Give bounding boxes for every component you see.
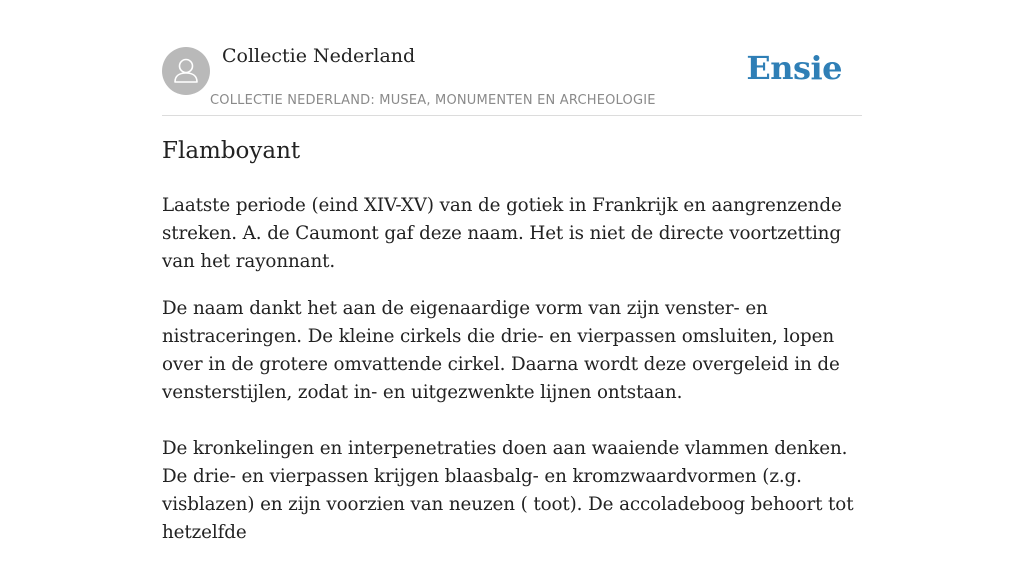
avatar[interactable]	[162, 47, 210, 95]
article-body	[162, 192, 862, 566]
page-title: Flamboyant	[162, 138, 301, 164]
paragraph: Laatste periode (eind XIV-XV) van de gotiek in Frankrijk en aangrenzende streken. A. de Caumont gaf deze naam. Het is niet de directe voortzetting van het rayonnant.	[162, 195, 842, 272]
author-name[interactable]: Collectie Nederland	[222, 45, 416, 67]
user-silhouette-icon	[162, 47, 210, 95]
ensie-logo[interactable]: Ensie	[746, 49, 842, 87]
paragraph: De kronkelingen en interpenetraties doen aan waaiende vlammen denken. De drie- en vierpassen krijgen blaasbalg- en kromzwaardvormen (z.g. visblazen) en zijn voorzien van neuzen ( toot). De accoladeboog behoort tot hetzelfde	[162, 438, 854, 543]
paragraph: De naam dankt het aan de eigenaardige vorm van zijn venster- en nistraceringen. De kleine cirkels die drie- en vierpassen omsluiten, lopen over in de grotere omvattende cirkel. Daarna wordt deze overgeleid in de vensterstijlen, zodat in- en uitgezwenkte lijnen ontstaan.	[162, 298, 840, 403]
paragraph-gap	[162, 407, 862, 435]
content-column	[162, 0, 862, 543]
article-header	[162, 0, 862, 116]
source-link[interactable]: COLLECTIE NEDERLAND: MUSEA, MONUMENTEN EN ARCHEOLOGIE	[210, 93, 656, 108]
